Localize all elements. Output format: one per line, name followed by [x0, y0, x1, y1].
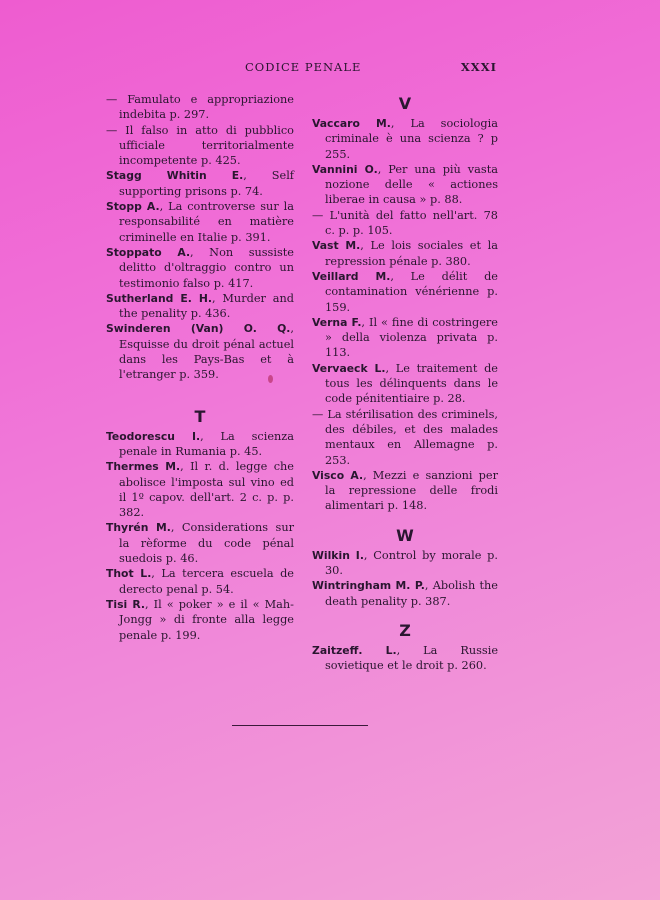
closing-rule [232, 725, 368, 726]
index-entry [106, 168, 294, 199]
entry-author: Vaccaro M. [312, 117, 391, 130]
index-entry [106, 520, 294, 566]
index-entry [106, 321, 294, 382]
entry-author: Visco A. [312, 468, 364, 482]
entry-author: Wilkin I. [312, 548, 364, 562]
entry-text: — L'unità del fatto nell'art. 78 c. p. p. 105. [312, 208, 498, 238]
index-entry [106, 245, 294, 291]
entry-text: , Murder and the penality p. 436. [119, 291, 294, 321]
entry-author: Thermes M. [106, 460, 181, 474]
entry-author: Vast M. [312, 239, 361, 253]
index-entry [106, 566, 294, 597]
entry-text: , Per una più vasta nozione delle « actiones liberae in causa » p. 88. [325, 162, 498, 207]
entry-text: , Mezzi e sanzioni per la repressione delle frodi alimentari p. 148. [325, 468, 498, 513]
entry-text: — Il falso in atto di pubblico ufficiale territorialmente incompetente p. 425. [106, 123, 294, 168]
index-entry [312, 468, 498, 514]
section-letter: Z [399, 620, 411, 640]
entry-text: , Control by morale p. 30. [325, 548, 498, 578]
entry-text: , Self supporting prisons p. 74. [119, 169, 294, 198]
section-spacer [312, 514, 498, 524]
index-entry [312, 116, 498, 162]
entry-author: Thyrén M. [106, 521, 171, 535]
entry-text: , Considerations sur la rèforme du code pénal suedois p. 46. [119, 521, 294, 566]
entry-text: , Le lois sociales et la repression pénale p. 380. [325, 239, 498, 268]
index-entry [312, 208, 498, 239]
entry-text: , Il « fine di costringere » della violenza privata p. 113. [325, 315, 498, 360]
entry-author: Stoppato A. [106, 245, 191, 259]
section-spacer [106, 383, 294, 405]
index-entry [312, 162, 498, 208]
entry-author: Veillard M. [312, 269, 391, 283]
entry-text: — Famulato e appropriazione indebita p. 297. [106, 93, 294, 122]
ink-smudge [268, 375, 273, 383]
entry-author: Teodorescu I. [106, 429, 201, 443]
entry-text: , Esquisse du droit pénal actuel dans les Pays-Bas et à l'etranger p. 359. [119, 322, 294, 382]
entry-author: Sutherland E. H. [106, 291, 212, 305]
entry-text: , Abolish the death penality p. 387. [325, 579, 498, 608]
index-column-right [312, 92, 498, 674]
entry-author: Vervaeck L. [312, 361, 386, 375]
section-letter: W [396, 525, 414, 545]
entry-author: Zaitzeff. L. [312, 643, 397, 657]
entry-text: , Non sussiste delitto d'oltraggio contro un testimonio falso p. 417. [119, 245, 294, 290]
index-column-left [106, 92, 294, 643]
entry-text: , La scienza penale in Rumania p. 45. [119, 429, 294, 458]
entry-author: Stopp A. [106, 200, 160, 214]
entry-text: , La sociologia criminale è una scienza ? p 255. [325, 117, 498, 161]
entry-text: , Il r. d. legge che abolisce l'imposta sul vino ed il 1º capov. dell'art. 2 c. p. p. 382. [119, 460, 294, 520]
page-number: XXXI [460, 60, 497, 74]
entry-text: , La Russie sovietique et le droit p. 260. [325, 643, 499, 673]
index-entry [312, 643, 498, 674]
index-entry [312, 407, 498, 468]
index-entry [312, 315, 498, 361]
index-entry [312, 361, 498, 407]
entry-author: Vannini O. [312, 162, 378, 176]
index-entry [106, 92, 294, 123]
section-letter: T [194, 406, 206, 426]
index-entry [106, 429, 294, 460]
entry-text: , Le délit de contamination vénérienne p. 159. [325, 269, 498, 314]
section-spacer [312, 609, 498, 619]
index-entry [106, 291, 294, 322]
index-entry [106, 199, 294, 245]
index-entry [312, 269, 498, 315]
index-entry [106, 123, 294, 169]
entry-text: , La controverse sur la responsabilité en matière criminelle en Italie p. 391. [119, 200, 294, 244]
entry-text: , Le traitement de tous les délinquents dans le code pénitentiaire p. 28. [325, 361, 498, 406]
entry-author: Verna F. [312, 315, 362, 329]
page-header [245, 60, 497, 78]
section-letter: V [398, 94, 412, 113]
entry-text: — La stérilisation des criminels, des débiles, et des malades mentaux en Allemagne p. 253. [312, 407, 498, 467]
entry-author: Swinderen (Van) O. Q. [106, 322, 291, 336]
index-entry [312, 238, 498, 269]
entry-text: , Il « poker » e il « Mah-Jongg » di fronte alla legge penale p. 199. [119, 597, 294, 642]
entry-author: Stagg Whitin E. [106, 169, 244, 183]
entry-text: , La tercera escuela de derecto penal p. 54. [119, 567, 294, 596]
running-title: CODICE PENALE [245, 60, 362, 74]
index-entry [106, 459, 294, 520]
entry-author: Tisi R. [106, 597, 146, 611]
index-entry [312, 578, 498, 609]
entry-author: Wintringham M. P. [312, 579, 425, 593]
index-entry [312, 548, 498, 579]
entry-author: Thot L. [106, 567, 152, 581]
index-entry [106, 597, 294, 643]
